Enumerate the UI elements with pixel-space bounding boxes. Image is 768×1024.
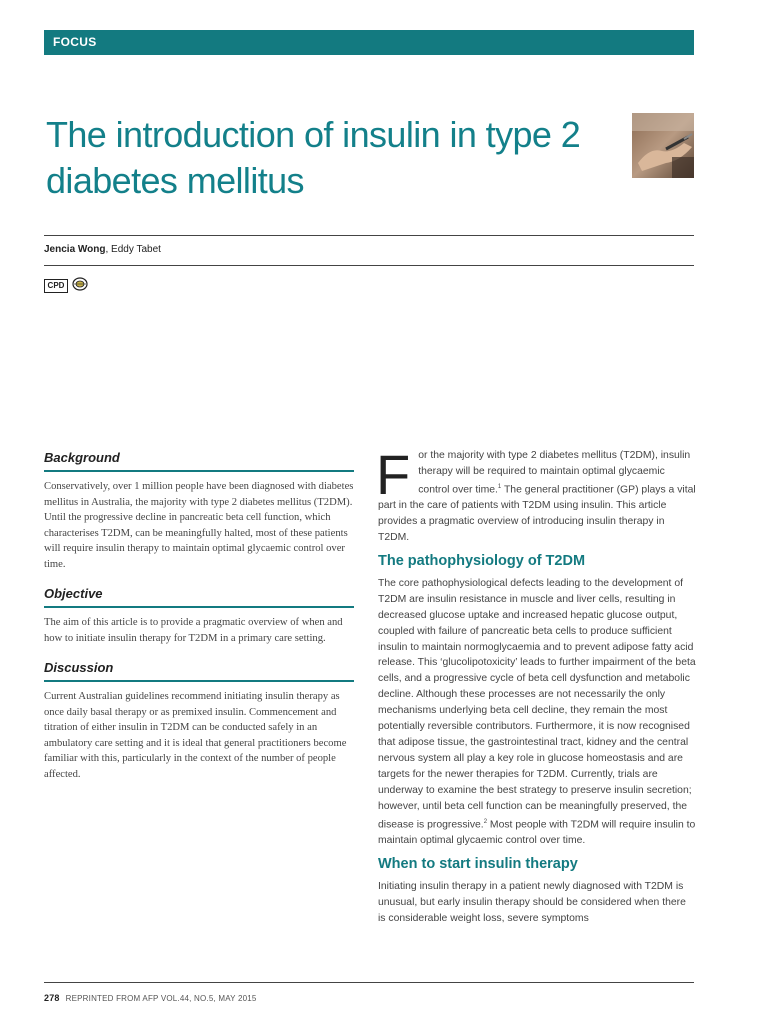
section-label: FOCUS <box>53 35 97 49</box>
abstract-text-background: Conservatively, over 1 million people have been diagnosed with diabetes mellitus in Australia, the majority with type 2 diabetes mellitus (T2DM). Until the progressive decline in pancreatic beta cell function, which characterises T2DM, can be meaningfully halted, most of these patients will require insulin therapy to maintain optimal glycaemic control over time. <box>44 481 354 570</box>
heading-when-to-start: When to start insulin therapy <box>378 855 578 872</box>
title-rule-bottom <box>44 265 694 266</box>
abstract-background <box>44 450 354 572</box>
author-others: , Eddy Tabet <box>105 244 161 255</box>
author-primary: Jencia Wong <box>44 244 106 255</box>
page-footer <box>44 993 257 1003</box>
abstract-heading-objective: Objective <box>44 586 354 608</box>
abstract-heading-discussion: Discussion <box>44 660 354 682</box>
article-photo <box>632 113 694 178</box>
footer-rule <box>44 982 694 983</box>
intro-text-rest: The general practitioner (GP) plays a vital part in the care of patients with T2DM using insulin. This article provides a pragmatic overview of introducing insulin therapy in T2DM. <box>378 484 696 543</box>
intro-paragraph <box>376 443 696 546</box>
footer-citation: REPRINTED FROM AFP VOL.44, NO.5, MAY 2015 <box>65 994 257 1003</box>
pathophysiology-reference: 2 <box>483 818 488 825</box>
pathophysiology-text-rest: Most people with T2DM will require insulin to maintain optimal glycaemic control over time. <box>378 818 696 846</box>
points-award-icon <box>72 277 88 291</box>
body-column <box>376 443 696 933</box>
cpd-badge: CPD <box>44 279 68 293</box>
article-title: The introduction of insulin in type 2 diabetes mellitus <box>46 114 581 201</box>
abstract-column <box>44 450 354 796</box>
pathophysiology-paragraph <box>378 576 696 849</box>
title-rule-top <box>44 235 694 236</box>
section-label-bar <box>44 30 694 55</box>
when-to-start-paragraph: Initiating insulin therapy in a patient newly diagnosed with T2DM is unusual, but early insulin therapy should be considered when there is considerable weight loss, severe symptoms <box>378 880 686 924</box>
page-number: 278 <box>44 993 60 1003</box>
author-line <box>44 244 161 255</box>
abstract-objective <box>44 586 354 646</box>
drop-cap: F <box>376 443 411 506</box>
abstract-discussion <box>44 660 354 782</box>
pathophysiology-text: The core pathophysiological defects leading to the development of T2DM are insulin resistance in muscle and liver cells, resulting in decreased glucose uptake and increased hepatic glucose output, coupled with failure of pancreatic beta cells to produce sufficient insulin to maintain normoglycaemia and to prevent adipose fatty acid release. This ‘glucolipotoxicity’ leads to further impairment of the beta cells, and a progressive cycle of beta cell dysfunction and metabolic decline. Although these processes are not necessarily the only mechanisms underlying beta cell decline, they remain the most potentially reversible contributors. Furthermore, it is now recognised that adipose tissue, the gastrointestinal tract, kidney and the central nervous system all play a key role in glucose homeostasis and are targets for the newer therapies for T2DM. Currently, trials are underway to examine the best strategy to preserve insulin secretion; however, until beta cell function can be meaningfully preserved, the disease is progressive. <box>378 577 696 830</box>
abstract-text-objective: The aim of this article is to provide a pragmatic overview of when and how to initiate insulin therapy for T2DM in a primary care setting. <box>44 617 343 644</box>
intro-reference: 1 <box>497 483 502 490</box>
heading-pathophysiology: The pathophysiology of T2DM <box>378 552 586 569</box>
abstract-text-discussion: Current Australian guidelines recommend initiating insulin therapy as once daily basal therapy or as premixed insulin. Commencement and titration of either insulin in T2DM can be conducted safely in an ambulatory care setting and it is ideal that general practitioners become familiar with this, particularly in the context of the number of people affected. <box>44 691 347 780</box>
intro-text: or the majority with type 2 diabetes mellitus (T2DM), insulin therapy will be required to maintain optimal glycaemic control over time. <box>418 450 691 496</box>
abstract-heading-background: Background <box>44 450 354 472</box>
